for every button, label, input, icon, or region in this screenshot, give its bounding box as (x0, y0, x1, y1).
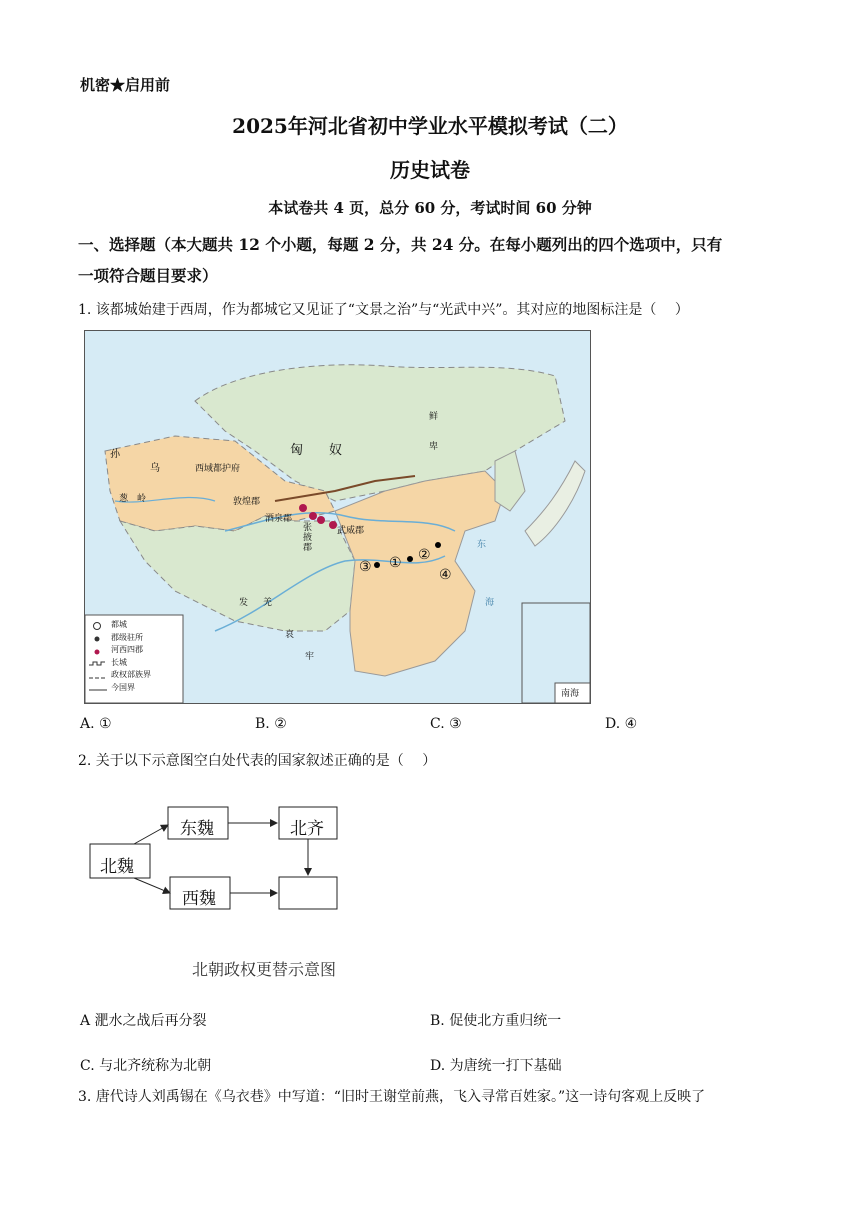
map-label-fa: 发 (239, 598, 249, 608)
diagram-caption: 北朝政权更替示意图 (192, 960, 337, 979)
q2-option-b: B. 促使北方重归统一 (430, 1013, 562, 1029)
diagram-arrows (86, 800, 386, 980)
map-label-wuwei: 武威郡 (337, 526, 365, 536)
map-inset-label: 南海 (561, 689, 580, 699)
question-3-text: 3. 唐代诗人刘禹锡在《乌衣巷》中写道：“旧时王谢堂前燕，飞入寻常百姓家。”这一诗句客观上反映了 (78, 1089, 706, 1105)
exam-info: 本试卷共 4 页，总分 60 分，考试时间 60 分钟 (268, 199, 592, 217)
box-dongwei: 东魏 (180, 819, 214, 839)
q1-option-a: A. ① (80, 716, 112, 732)
section-heading (78, 229, 780, 291)
q2-option-c: C. 与北齐统称为北朝 (80, 1058, 212, 1074)
box-beiqi: 北齐 (290, 819, 324, 839)
q1-option-b: B. ② (255, 716, 287, 732)
map-label-congling: 葱 岭 (119, 494, 147, 504)
exam-subtitle: 历史试卷 (390, 158, 470, 182)
box-beiwei: 北魏 (100, 857, 134, 877)
confidential-label: 机密★启用前 (80, 76, 171, 94)
q1-option-c: C. ③ (430, 716, 462, 732)
map-label-hai: 海 (485, 598, 495, 608)
map-marker-1: ① (389, 555, 402, 571)
map-label-bei: 卑 (429, 442, 439, 452)
question-1-text: 1. 该都城始建于西周，作为都城它又见证了“文景之治”与“光武中兴”。其对应的地图标注是（ ） (78, 302, 689, 318)
legend-capital: 都城 (111, 620, 127, 629)
map-label-qiang: 羌 (263, 598, 273, 608)
map-marker-4: ④ (439, 567, 452, 583)
map-label-dong: 东 (477, 540, 487, 550)
map-marker-2: ② (418, 547, 431, 563)
box-blank (279, 877, 337, 909)
section-heading-line2: 一项符合题目要求） (78, 266, 218, 285)
question-2-text: 2. 关于以下示意图空白处代表的国家叙述正确的是（ ） (78, 753, 437, 769)
legend-boundary: 政权部族界 (111, 670, 151, 680)
q1-option-d: D. ④ (605, 716, 638, 732)
map-label-xiongnu: 匈 奴 (290, 443, 343, 458)
map-label-zhangye: 张掖郡 (303, 523, 313, 553)
map-label-dunhuang: 敦煌郡 (233, 497, 261, 507)
legend-modern-border: 今国界 (111, 682, 135, 692)
map-label-jiuquan: 酒泉郡 (265, 514, 293, 524)
han-dynasty-map (84, 330, 591, 704)
box-xiwei: 西魏 (182, 889, 216, 909)
map-marker-3: ③ (359, 559, 372, 575)
q2-option-a: A 淝水之战后再分裂 (80, 1013, 207, 1029)
map-label-wu: 乌 (150, 463, 160, 474)
legend-commandery: 郡级驻所 (111, 632, 143, 642)
map-label-sun: 孙 (110, 449, 120, 460)
map-label-xiyu: 西域都护府 (195, 464, 241, 474)
q2-option-d: D. 为唐统一打下基础 (430, 1058, 562, 1074)
legend-great-wall: 长城 (111, 657, 127, 667)
map-legend (111, 619, 151, 695)
succession-diagram (86, 800, 386, 980)
map-label-ai: 哀 (285, 630, 295, 640)
map-graphic (85, 331, 590, 703)
map-label-lao: 牢 (305, 652, 315, 662)
map-label-xian: 鲜 (429, 412, 439, 422)
legend-hexi: 河西四郡 (111, 645, 143, 655)
section-heading-line1: 一、选择题（本大题共 12 个小题，每题 2 分，共 24 分。在每小题列出的四个选项中，只有 (78, 235, 723, 254)
exam-title: 2025年河北省初中学业水平模拟考试（二） (232, 114, 628, 138)
